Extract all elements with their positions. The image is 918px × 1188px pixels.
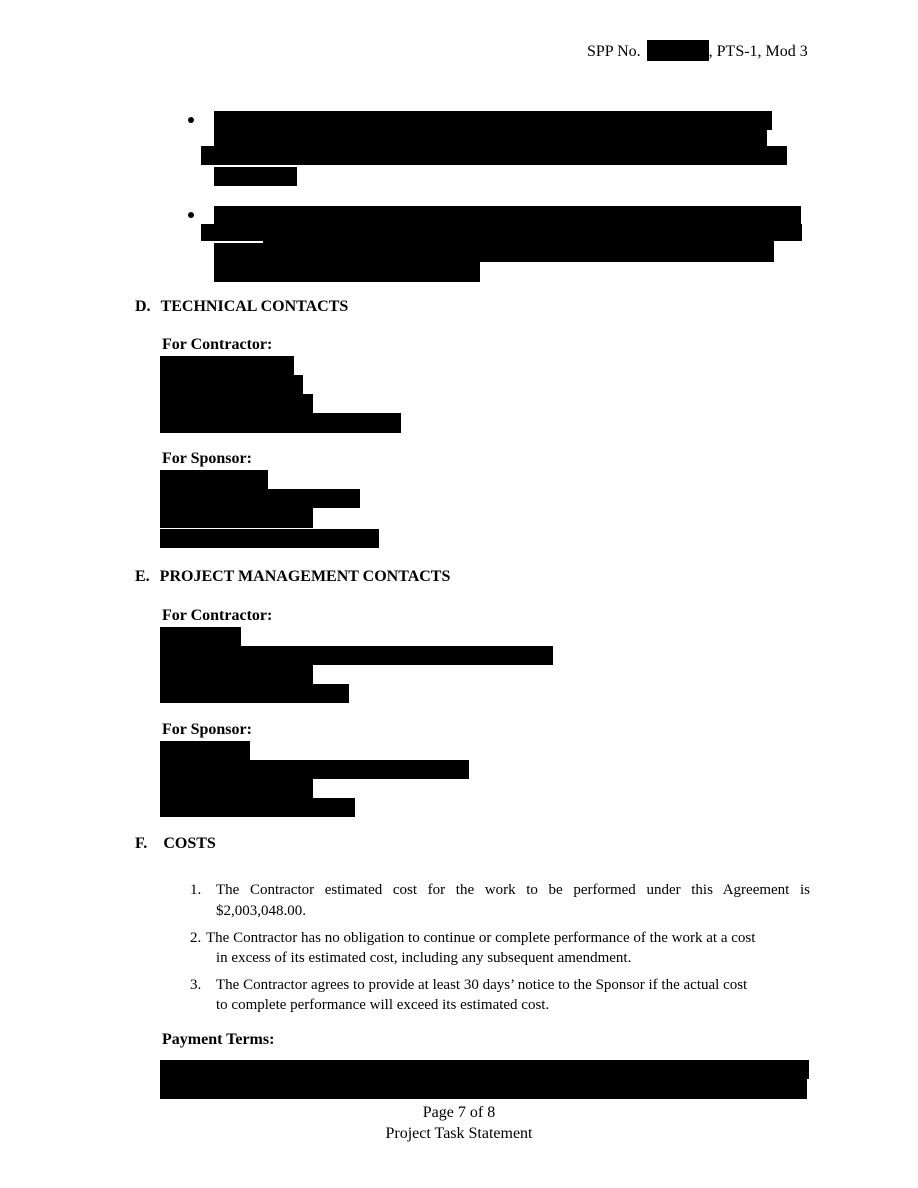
cost-item-line: The Contractor agrees to provide at least 30 days’ notice to the Sponsor if the actual cost	[216, 977, 748, 993]
redacted-contact	[160, 779, 313, 798]
section-e-heading	[135, 568, 450, 586]
cost-item-number: 1.	[190, 882, 202, 898]
redacted-contact	[160, 508, 313, 528]
section-e-title: PROJECT MANAGEMENT CONTACTS	[159, 568, 451, 585]
redacted-text	[214, 128, 767, 147]
redacted-contact	[160, 665, 313, 684]
cost-item-line: $2,003,048.00.	[216, 903, 306, 919]
cost-item-line: in excess of its estimated cost, including any subsequent amendment.	[216, 950, 632, 966]
redacted-contact	[160, 470, 268, 490]
section-d-heading	[135, 298, 348, 316]
footer-document-title: Project Task Statement	[385, 1125, 533, 1142]
redacted-text	[214, 243, 774, 262]
header-redacted-number	[647, 40, 709, 61]
redacted-contact	[160, 798, 355, 817]
header-prefix: SPP No.	[587, 43, 641, 60]
redacted-text	[214, 262, 480, 282]
cost-item-line: The Contractor estimated cost for the work to be performed under this Agreement is	[216, 882, 810, 898]
section-f-heading	[135, 835, 216, 853]
redacted-contact	[160, 375, 303, 394]
redacted-contact	[160, 646, 553, 665]
redacted-payment-terms	[160, 1060, 809, 1079]
section-f-letter: F.	[135, 835, 148, 852]
payment-terms-label: Payment Terms:	[162, 1031, 275, 1048]
redacted-contact	[160, 684, 349, 703]
redacted-text	[201, 224, 802, 241]
cost-item-line: to complete performance will exceed its estimated cost.	[216, 997, 550, 1013]
technical-sponsor-label: For Sponsor:	[162, 450, 252, 467]
cost-item-number: 3.	[190, 977, 202, 993]
redacted-text	[214, 167, 297, 186]
section-e-letter: E.	[135, 568, 150, 585]
redacted-contact	[160, 413, 401, 433]
header-suffix: , PTS-1, Mod 3	[708, 43, 808, 60]
bullet-dot	[188, 117, 194, 123]
redacted-payment-terms	[160, 1078, 807, 1099]
pm-contractor-label: For Contractor:	[162, 607, 273, 624]
redacted-contact	[160, 489, 360, 508]
pm-sponsor-label: For Sponsor:	[162, 721, 252, 738]
section-f-title: COSTS	[163, 835, 216, 852]
redacted-contact	[160, 627, 241, 646]
bullet-dot	[188, 212, 194, 218]
redacted-contact	[160, 741, 250, 760]
redacted-text	[201, 146, 787, 165]
section-d-letter: D.	[135, 298, 151, 315]
document-header	[587, 40, 808, 61]
redacted-text	[214, 206, 801, 225]
technical-contractor-label: For Contractor:	[162, 336, 273, 353]
footer-page-number: Page 7 of 8	[422, 1104, 496, 1121]
redacted-contact	[160, 394, 313, 414]
redacted-contact	[160, 356, 294, 375]
redacted-contact	[160, 529, 379, 548]
cost-item-line: The Contractor has no obligation to continue or complete performance of the work at a cost	[206, 930, 756, 946]
section-d-title: TECHNICAL CONTACTS	[160, 298, 349, 315]
redacted-contact	[160, 760, 469, 779]
cost-item-number: 2.	[190, 930, 202, 946]
